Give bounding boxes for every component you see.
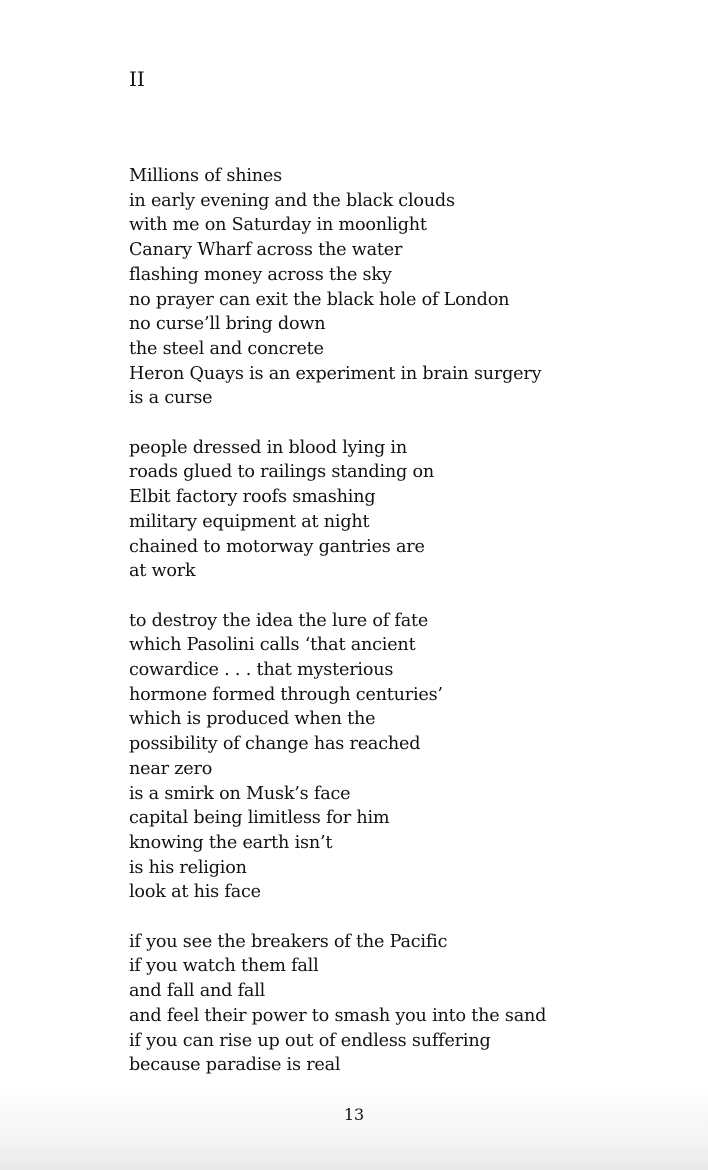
poem-line: which is produced when the xyxy=(129,709,376,730)
poem-line: near zero xyxy=(129,758,213,779)
poem-line: hormone formed through centuries’ xyxy=(129,684,443,705)
poem-line: flashing money across the sky xyxy=(129,264,392,285)
poem-line: look at his face xyxy=(129,882,261,903)
poem-line: and fall and fall xyxy=(129,981,266,1002)
poem-line: is a curse xyxy=(129,388,213,409)
poem-line: is a smirk on Musk’s face xyxy=(129,783,351,804)
poem-line: with me on Saturday in moonlight xyxy=(129,215,427,236)
stanza xyxy=(129,164,689,411)
poem-line: Elbit factory roofs smashing xyxy=(129,487,376,508)
poem-body xyxy=(129,164,689,1103)
poem-line: to destroy the idea the lure of fate xyxy=(129,610,429,631)
poem-line: if you watch them fall xyxy=(129,956,319,977)
poem-line: because paradise is real xyxy=(129,1055,341,1076)
poem-line: is his religion xyxy=(129,857,247,878)
poem-line: capital being limitless for him xyxy=(129,808,390,829)
section-number: II xyxy=(129,67,145,91)
poem-line: in early evening and the black clouds xyxy=(129,190,455,211)
poem-line: roads glued to railings standing on xyxy=(129,462,435,483)
poem-line: knowing the earth isn’t xyxy=(129,832,333,853)
poem-line: possibility of change has reached xyxy=(129,734,421,755)
stanza xyxy=(129,436,689,584)
poem-line: no curse’ll bring down xyxy=(129,314,326,335)
poem-line: Heron Quays is an experiment in brain surgery xyxy=(129,363,542,384)
poem-line: if you can rise up out of endless suffering xyxy=(129,1030,491,1051)
poem-line: cowardice . . . that mysterious xyxy=(129,660,394,681)
poem-line: Millions of shines xyxy=(129,166,282,186)
poem-line: people dressed in blood lying in xyxy=(129,437,407,458)
poem-line: at work xyxy=(129,561,196,582)
stanza xyxy=(129,609,689,905)
stanza xyxy=(129,930,689,1078)
poem-line: chained to motorway gantries are xyxy=(129,536,425,557)
poem-line: the steel and concrete xyxy=(129,338,324,359)
poem-line: Canary Wharf across the water xyxy=(129,240,403,261)
poem-line: and feel their power to smash you into the sand xyxy=(129,1005,547,1026)
poem-line: which Pasolini calls ‘that ancient xyxy=(129,635,416,656)
page-number: 13 xyxy=(343,1105,365,1124)
poem-line: if you see the breakers of the Pacific xyxy=(129,931,448,952)
poem-line: no prayer can exit the black hole of London xyxy=(129,289,510,310)
poem-line: military equipment at night xyxy=(129,511,370,532)
